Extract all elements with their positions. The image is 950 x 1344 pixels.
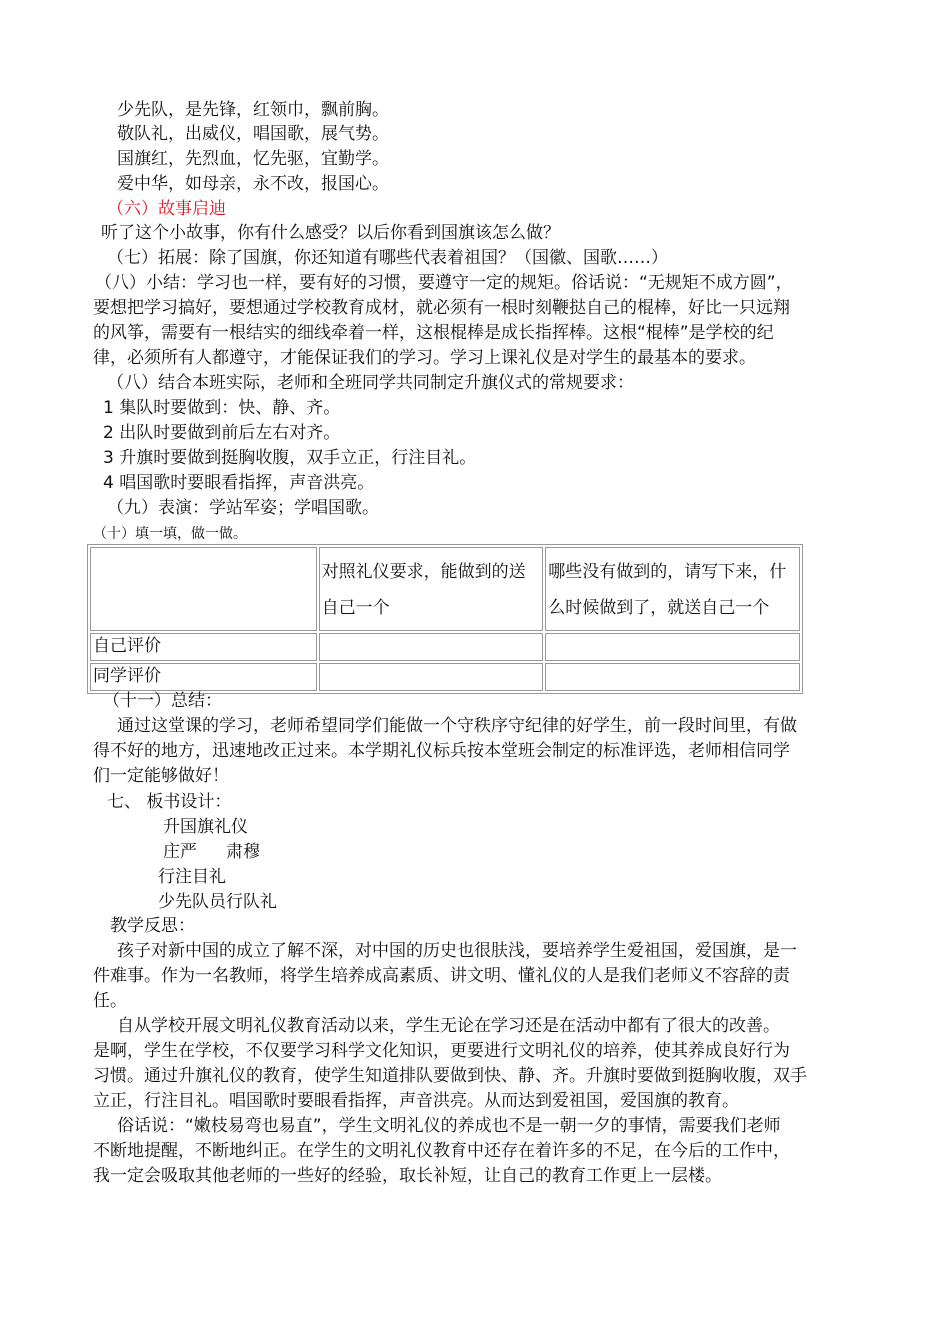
reflection-line: 俗话说：“嫩枝易弯也易直”，学生文明礼仪的养成也不是一朝一夕的事情，需要我们老师	[117, 1116, 781, 1136]
reflection-line: 自从学校开展文明礼仪教育活动以来，学生无论在学习还是在活动中都有了很大的改善。	[117, 1016, 780, 1036]
table-header-blank	[90, 547, 317, 631]
table-cell[interactable]	[319, 633, 544, 661]
poem-line: 敬队礼，出威仪，唱国歌，展气势。	[117, 124, 389, 144]
section8-rules-title: （八）结合本班实际，老师和全班同学共同制定升旗仪式的常规要求：	[107, 373, 634, 393]
section7-extension: （七）拓展：除了国旗，你还知道有哪些代表着祖国？（国徽、国歌……）	[107, 248, 668, 268]
conclusion-line: 得不好的地方，迅速地改正过来。本学期礼仪标兵按本堂班会制定的标准评选，老师相信同学	[93, 741, 790, 761]
table-header-not-done: 哪些没有做到的，请写下来，什么时候做到了，就送自己一个	[545, 547, 800, 631]
reflection-line: 习惯。通过升旗礼仪的教育，使学生知道排队要做到快、静、齐。升旗时要做到挺胸收腹，双手	[93, 1066, 807, 1086]
summary-line: 的风筝，需要有一根结实的细线牵着一样，这根棍棒是成长指挥棒。这根“棍棒”是学校的纪	[93, 323, 774, 343]
summary-line: （八）小结：学习也一样，要有好的习惯，要遵守一定的规矩。俗话说：“无规矩不成方圆”，	[95, 273, 793, 293]
table-cell[interactable]	[319, 663, 544, 691]
reflection-line: 不断地提醒，不断地纠正。在学生的文明礼仪教育中还存在着许多的不足，在今后的工作中，	[93, 1141, 790, 1161]
summary-line: 律，必须所有人都遵守，才能保证我们的学习。学习上课礼仪是对学生的最基本的要求。	[93, 348, 756, 368]
conclusion-line: 们一定能够做好！	[93, 766, 229, 786]
table-row	[90, 633, 800, 661]
poem-line: 爱中华，如母亲，永不改，报国心。	[117, 174, 389, 194]
board-line: 庄严	[163, 842, 197, 862]
table-header-row	[90, 547, 800, 631]
section11-title: （十一）总结：	[103, 691, 222, 711]
table-cell[interactable]	[545, 633, 800, 661]
board-design-title: 七、 板书设计：	[107, 792, 232, 812]
row-label-peer: 同学评价	[90, 663, 317, 691]
conclusion-line: 通过这堂课的学习，老师希望同学们能做一个守秩序守纪律的好学生，前一段时间里，有做	[117, 716, 797, 736]
reflection-line: 任。	[93, 991, 127, 1011]
evaluation-table	[87, 544, 803, 694]
rule-item: 4 唱国歌时要眼看指挥，声音洪亮。	[103, 473, 375, 493]
board-line: 肃穆	[226, 842, 260, 862]
table-header-can-do: 对照礼仪要求，能做到的送自己一个	[319, 547, 544, 631]
reflection-line: 是啊，学生在学校，不仅要学习科学文化知识，更要进行文明礼仪的培养，使其养成良好行为	[93, 1041, 790, 1061]
rule-item: 3 升旗时要做到挺胸收腹，双手立正，行注目礼。	[103, 448, 477, 468]
poem-line: 国旗红，先烈血，忆先驱，宜勤学。	[117, 149, 389, 169]
section9-performance: （九）表演：学站军姿；学唱国歌。	[107, 498, 379, 518]
board-line: 少先队员行队礼	[158, 892, 277, 912]
reflection-line: 件难事。作为一名教师，将学生培养成高素质、讲文明、懂礼仪的人是我们老师义不容辞的责	[93, 966, 790, 986]
rule-item: 1 集队时要做到：快、静、齐。	[103, 398, 341, 418]
board-line: 行注目礼	[158, 867, 226, 887]
summary-line: 要想把学习搞好，要想通过学校教育成材，就必须有一根时刻鞭挞自己的棍棒，好比一只远翔	[93, 298, 790, 318]
section6-title: （六）故事启迪	[107, 199, 226, 219]
section10-fill: （十）填一填，做一做。	[93, 526, 247, 542]
reflection-line: 我一定会吸取其他老师的一些好的经验，取长补短，让自己的教育工作更上一层楼。	[93, 1166, 722, 1186]
reflection-line: 孩子对新中国的成立了解不深，对中国的历史也很肤浅，要培养学生爱祖国，爱国旗，是一	[117, 941, 797, 961]
rule-item: 2 出队时要做到前后左右对齐。	[103, 423, 341, 443]
table-row	[90, 663, 800, 691]
table-cell[interactable]	[545, 663, 800, 691]
reflection-title: 教学反思：	[110, 916, 195, 936]
poem-line: 少先队，是先锋，红领巾，飘前胸。	[117, 100, 389, 120]
row-label-self: 自己评价	[90, 633, 317, 661]
board-line: 升国旗礼仪	[163, 817, 248, 837]
reflection-line: 立正，行注目礼。唱国歌时要眼看指挥，声音洪亮。从而达到爱祖国，爱国旗的教育。	[93, 1091, 739, 1111]
section6-question: 听了这个小故事，你有什么感受？以后你看到国旗该怎么做？	[101, 223, 560, 243]
